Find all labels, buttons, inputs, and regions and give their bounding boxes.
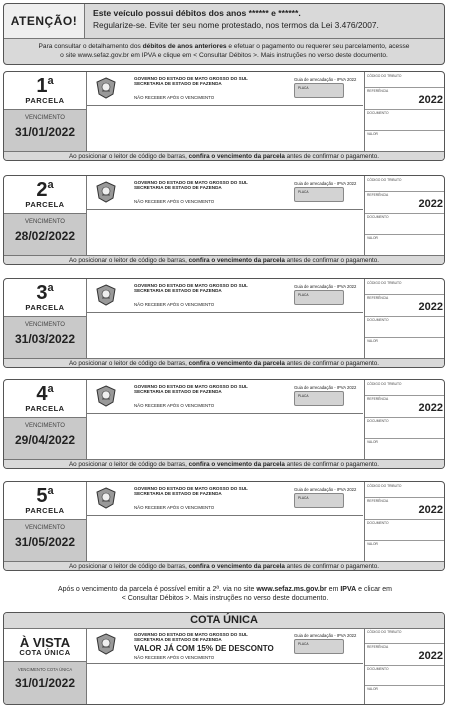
warning-info-line2: o site www.sefaz.gov.br em IPVA e clique em < Consultar Débitos >. Mais instruções no verso deste documento. bbox=[60, 52, 388, 59]
due-date: 31/01/2022 bbox=[14, 676, 76, 690]
parcel-slip-4 bbox=[3, 379, 445, 469]
barcode-footer: Ao posicionar o leitor de código de barras, confira o vencimento da parcela antes de confirmar o pagamento. bbox=[4, 561, 444, 571]
guia-label: Guia de arrecadação - IPVA 2022 bbox=[294, 77, 357, 82]
warning-line2: Regularize-se. Evite ter seu nome protestado, nos termos da Lei 3.476/2007. bbox=[93, 20, 379, 30]
discount-label: VALOR JÁ COM 15% DE DESCONTO bbox=[134, 644, 274, 653]
parcel-slip-3 bbox=[3, 278, 445, 368]
payment-fields: CÓDIGO DO TRIBUTO REFERÊNCIA 2022 DOCUMENTO VALOR bbox=[364, 482, 445, 561]
plate-box: PLACA bbox=[294, 391, 344, 406]
no-receive-note: NÃO RECEBER APÓS O VENCIMENTO bbox=[134, 199, 215, 204]
reference-year: 2022 bbox=[418, 198, 443, 210]
plate-box: PLACA bbox=[294, 290, 344, 305]
parcel-number: 5$^a$ bbox=[36, 485, 54, 507]
payment-fields: CÓDIGO DO TRIBUTO REFERÊNCIA 2022 DOCUMENTO VALOR bbox=[364, 279, 445, 358]
payment-fields: CÓDIGO DO TRIBUTO REFERÊNCIA 2022 DOCUMENTO VALOR bbox=[364, 176, 445, 255]
due-label: VENCIMENTO bbox=[25, 115, 65, 121]
parcel-number: 1$^a$ bbox=[36, 75, 54, 97]
parcel-number: 4$^a$ bbox=[36, 383, 54, 405]
parcel-slip-2 bbox=[3, 175, 445, 265]
barcode-footer: Ao posicionar o leitor de código de barras, confira o vencimento da parcela antes de confirmar o pagamento. bbox=[4, 255, 444, 265]
parcel-number: 3$^a$ bbox=[36, 282, 54, 304]
parcel-label: PARCELA bbox=[25, 200, 65, 209]
warning-message bbox=[85, 4, 444, 38]
reference-year: 2022 bbox=[418, 650, 443, 662]
state-crest-icon bbox=[94, 632, 118, 656]
single-payment-label: À VISTA bbox=[19, 635, 71, 650]
no-receive-note: NÃO RECEBER APÓS O VENCIMENTO bbox=[134, 403, 215, 408]
state-crest-icon bbox=[94, 180, 118, 204]
no-receive-note: NÃO RECEBER APÓS O VENCIMENTO bbox=[134, 655, 215, 660]
warning-line1: Este veículo possui débitos dos anos ****** e ******. bbox=[93, 8, 301, 18]
single-payment-sub: COTA ÚNICA bbox=[19, 648, 71, 657]
due-date: 29/04/2022 bbox=[14, 433, 76, 447]
single-payment-title: COTA ÚNICA bbox=[4, 613, 444, 629]
due-label: VENCIMENTO bbox=[25, 525, 65, 531]
plate-box: PLACA bbox=[294, 639, 344, 654]
government-header: GOVERNO DO ESTADO DE MATO GROSSO DO SUL SECRETARIA DE ESTADO DE FAZENDA bbox=[134, 283, 248, 294]
no-receive-note: NÃO RECEBER APÓS O VENCIMENTO bbox=[134, 95, 215, 100]
guia-label: Guia de arrecadação - IPVA 2022 bbox=[294, 181, 357, 186]
barcode-footer: Ao posicionar o leitor de código de barras, confira o vencimento da parcela antes de confirmar o pagamento. bbox=[4, 151, 444, 161]
warning-banner bbox=[3, 3, 445, 65]
reference-year: 2022 bbox=[418, 504, 443, 516]
government-header: GOVERNO DO ESTADO DE MATO GROSSO DO SUL SECRETARIA DE ESTADO DE FAZENDA bbox=[134, 76, 248, 87]
state-crest-icon bbox=[94, 384, 118, 408]
reference-year: 2022 bbox=[418, 402, 443, 414]
warning-title: ATENÇÃO! bbox=[4, 4, 85, 38]
government-header: GOVERNO DO ESTADO DE MATO GROSSO DO SUL SECRETARIA DE ESTADO DE FAZENDA bbox=[134, 486, 248, 497]
reference-year: 2022 bbox=[418, 301, 443, 313]
government-header: GOVERNO DO ESTADO DE MATO GROSSO DO SUL SECRETARIA DE ESTADO DE FAZENDA bbox=[134, 180, 248, 191]
single-payment-slip bbox=[3, 612, 445, 705]
guia-label: Guia de arrecadação - IPVA 2022 bbox=[294, 385, 357, 390]
due-label: VENCIMENTO COTA ÚNICA bbox=[17, 667, 73, 672]
no-receive-note: NÃO RECEBER APÓS O VENCIMENTO bbox=[134, 505, 215, 510]
guia-label: Guia de arrecadação - IPVA 2022 bbox=[294, 284, 357, 289]
guia-label: Guia de arrecadação - IPVA 2022 bbox=[294, 633, 357, 638]
plate-box: PLACA bbox=[294, 187, 344, 202]
barcode-footer: Ao posicionar o leitor de código de barras, confira o vencimento da parcela antes de confirmar o pagamento. bbox=[4, 358, 444, 368]
due-date: 31/05/2022 bbox=[14, 535, 76, 549]
parcel-slip-5 bbox=[3, 481, 445, 571]
due-label: VENCIMENTO bbox=[25, 219, 65, 225]
parcel-label: PARCELA bbox=[25, 506, 65, 515]
payment-fields: CÓDIGO DO TRIBUTO REFERÊNCIA 2022 DOCUMENTO VALOR bbox=[364, 72, 445, 151]
state-crest-icon bbox=[94, 283, 118, 307]
parcel-label: PARCELA bbox=[25, 96, 65, 105]
state-crest-icon bbox=[94, 76, 118, 100]
due-label: VENCIMENTO bbox=[25, 423, 65, 429]
government-header: GOVERNO DO ESTADO DE MATO GROSSO DO SUL SECRETARIA DE ESTADO DE FAZENDA bbox=[134, 632, 248, 643]
reference-year: 2022 bbox=[418, 94, 443, 106]
parcel-label: PARCELA bbox=[25, 404, 65, 413]
payment-fields: CÓDIGO DO TRIBUTO REFERÊNCIA 2022 DOCUMENTO VALOR bbox=[364, 380, 445, 459]
no-receive-note: NÃO RECEBER APÓS O VENCIMENTO bbox=[134, 302, 215, 307]
guia-label: Guia de arrecadação - IPVA 2022 bbox=[294, 487, 357, 492]
parcel-number: 2$^a$ bbox=[36, 179, 54, 201]
parcel-slip-1 bbox=[3, 71, 445, 161]
due-date: 31/03/2022 bbox=[14, 332, 76, 346]
warning-info: Para consultar o detalhamento dos débitos de anos anteriores e efetuar o pagamento ou requerer seu parcelamento, acesse o site www.sefaz.gov.br em IPVA e clique em < Consultar Débitos >. Mais instruções no verso deste documento. bbox=[38, 43, 410, 59]
government-header: GOVERNO DO ESTADO DE MATO GROSSO DO SUL SECRETARIA DE ESTADO DE FAZENDA bbox=[134, 384, 248, 395]
payment-fields: CÓDIGO DO TRIBUTO REFERÊNCIA 2022 DOCUMENTO VALOR bbox=[364, 628, 445, 705]
second-copy-note: Após o vencimento da parcela é possível emitir a 2ª. via no site www.sefaz.ms.gov.br em IPVA e clicar em < Consultar Débitos >. Mais instruções no verso deste documento. bbox=[58, 586, 392, 602]
due-date: 31/01/2022 bbox=[14, 125, 76, 139]
state-crest-icon bbox=[94, 486, 118, 510]
barcode-footer: Ao posicionar o leitor de código de barras, confira o vencimento da parcela antes de confirmar o pagamento. bbox=[4, 459, 444, 469]
parcel-label: PARCELA bbox=[25, 303, 65, 312]
due-label: VENCIMENTO bbox=[25, 322, 65, 328]
due-date: 28/02/2022 bbox=[14, 229, 76, 243]
plate-box: PLACA bbox=[294, 493, 344, 508]
plate-box: PLACA bbox=[294, 83, 344, 98]
